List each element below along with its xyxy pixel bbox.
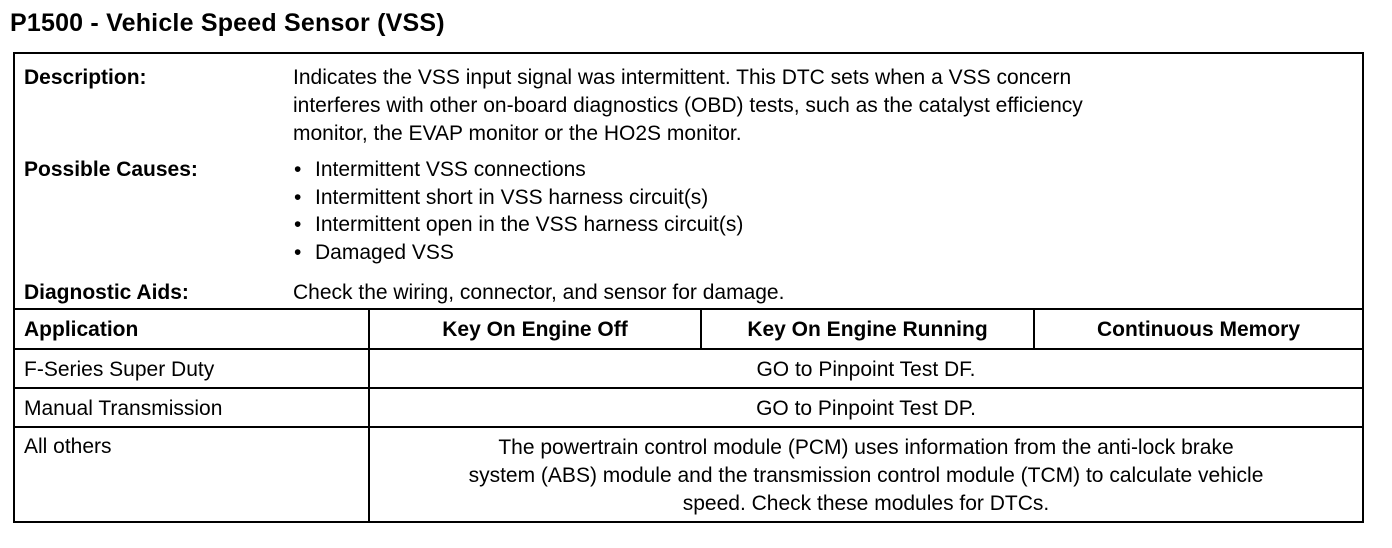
header-application: Application xyxy=(24,318,139,341)
table-rule xyxy=(15,308,1362,310)
table-rule xyxy=(15,426,1362,428)
dtc-table xyxy=(13,52,1364,523)
description-line: interferes with other on-board diagnostics (OBD) tests, such as the catalyst efficiency xyxy=(293,94,1083,117)
description-text xyxy=(293,64,1083,148)
action-line: speed. Check these modules for DTCs. xyxy=(682,492,1050,515)
header-continuous-memory: Continuous Memory xyxy=(1097,318,1300,341)
possible-causes-list xyxy=(293,156,743,266)
cause-item: • Intermittent open in the VSS harness circuit(s) xyxy=(293,211,743,239)
action-cell xyxy=(370,434,1362,518)
description-label: Description: xyxy=(24,66,147,89)
cause-item: • Intermittent short in VSS harness circuit(s) xyxy=(293,184,743,212)
action-line: system (ABS) module and the transmission control module (TCM) to calculate vehicle xyxy=(468,464,1264,487)
action-cell: GO to Pinpoint Test DF. xyxy=(756,358,976,381)
description-line: Indicates the VSS input signal was intermittent. This DTC sets when a VSS concern xyxy=(293,66,1072,89)
action-line: The powertrain control module (PCM) uses information from the anti-lock brake xyxy=(498,436,1234,459)
cause-item: • Damaged VSS xyxy=(293,239,743,267)
table-rule xyxy=(15,387,1362,389)
diagnostic-aids-text: Check the wiring, connector, and sensor for damage. xyxy=(293,281,785,304)
header-koer: Key On Engine Running xyxy=(747,318,988,341)
diagnostic-aids-label: Diagnostic Aids: xyxy=(24,281,189,304)
action-cell: GO to Pinpoint Test DP. xyxy=(756,397,976,420)
description-line: monitor, the EVAP monitor or the HO2S monitor. xyxy=(293,122,742,145)
table-rule xyxy=(15,348,1362,350)
page-title: P1500 - Vehicle Speed Sensor (VSS) xyxy=(10,9,445,37)
possible-causes-label: Possible Causes: xyxy=(24,158,198,181)
application-cell: F-Series Super Duty xyxy=(24,358,215,381)
application-cell: Manual Transmission xyxy=(24,397,223,420)
cause-item: • Intermittent VSS connections xyxy=(293,156,743,184)
application-cell: All others xyxy=(24,435,112,458)
header-koeo: Key On Engine Off xyxy=(442,318,628,341)
